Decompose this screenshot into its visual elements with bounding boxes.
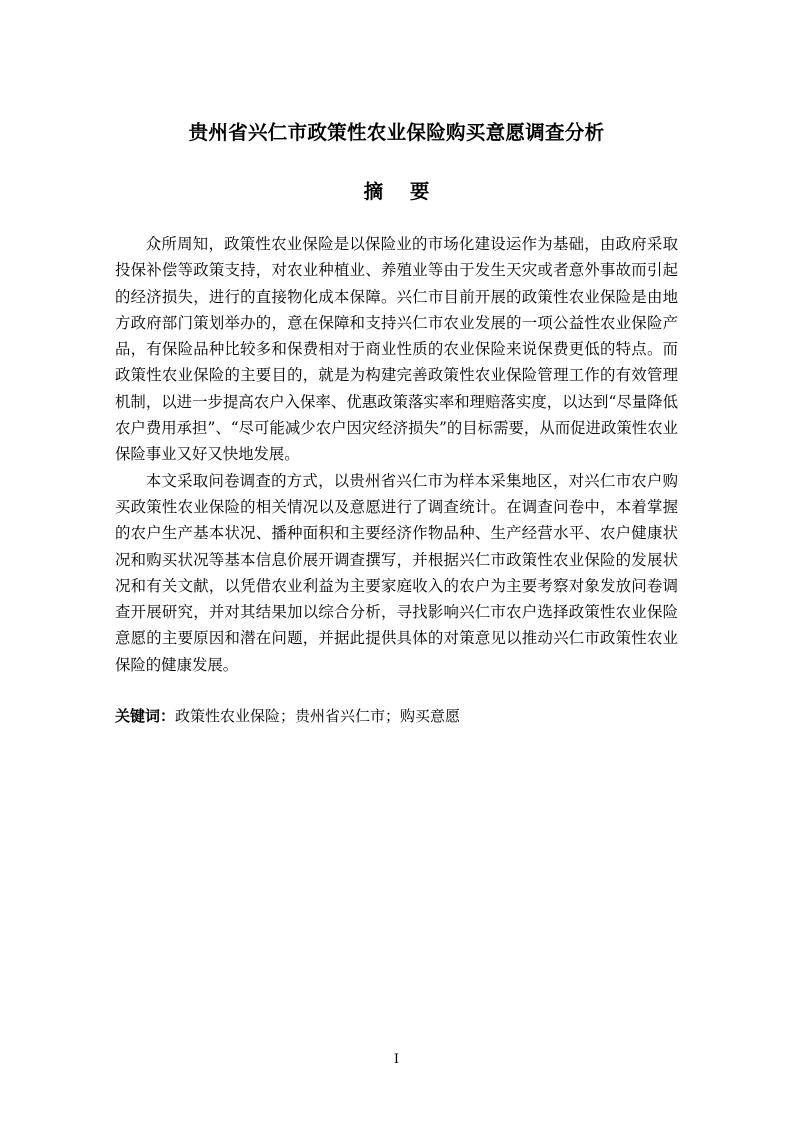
keywords-text: 政策性农业保险；贵州省兴仁市；购买意愿 xyxy=(175,707,461,725)
abstract-body xyxy=(115,231,678,678)
abstract-paragraph-2: 本文采取问卷调查的方式，以贵州省兴仁市为样本采集地区，对兴仁市农户购买政策性农业保险的相关情况以及意愿进行了调查统计。在调查问卷中，本着掌握的农户生产基本状况、播种面积和主要经济作物品种、生产经营水平、农户健康状况和购买状况等基本信息价展开调查撰写，并根据兴仁市政策性农业保险的发展状况和有关文献，以凭借农业利益为主要家庭收入的农户为主要考察对象发放问卷调查开展研究，并对其结果加以综合分析，寻找影响兴仁市农户选择政策性农业保险意愿的主要原因和潜在问题，并据此提供具体的对策意见以推动兴仁市政策性农业保险的健康发展。 xyxy=(115,471,678,674)
page-number: I xyxy=(393,1052,400,1067)
abstract-heading: 摘 要 xyxy=(363,180,440,203)
keywords-label: 关键词： xyxy=(115,707,176,725)
abstract-paragraph-1: 众所周知，政策性农业保险是以保险业的市场化建设运作为基础，由政府采取投保补偿等政策支持，对农业种植业、养殖业等由于发生天灾或者意外事故而引起的经济损失，进行的直接物化成本保障。兴仁市目前开展的政策性农业保险是由地方政府部门策划举办的，意在保障和支持兴仁市农业发展的一项公益性农业保险产品，有保险品种比较多和保费相对于商业性质的农业保险来说保费更低的特点。而政策性农业保险的主要目的，就是为构建完善政策性农业保险管理工作的有效管理机制，以进一步提高农户入保率、优惠政策落实率和理赔落实度，以达到“尽量降低农户费用承担”、“尽可能减少农户因灾经济损失”的目标需要，从而促进政策性农业保险事业又好又快地发展。 xyxy=(115,235,678,464)
document-title: 贵州省兴仁市政策性农业保险购买意愿调查分析 xyxy=(188,121,605,144)
keywords-line xyxy=(115,703,678,729)
